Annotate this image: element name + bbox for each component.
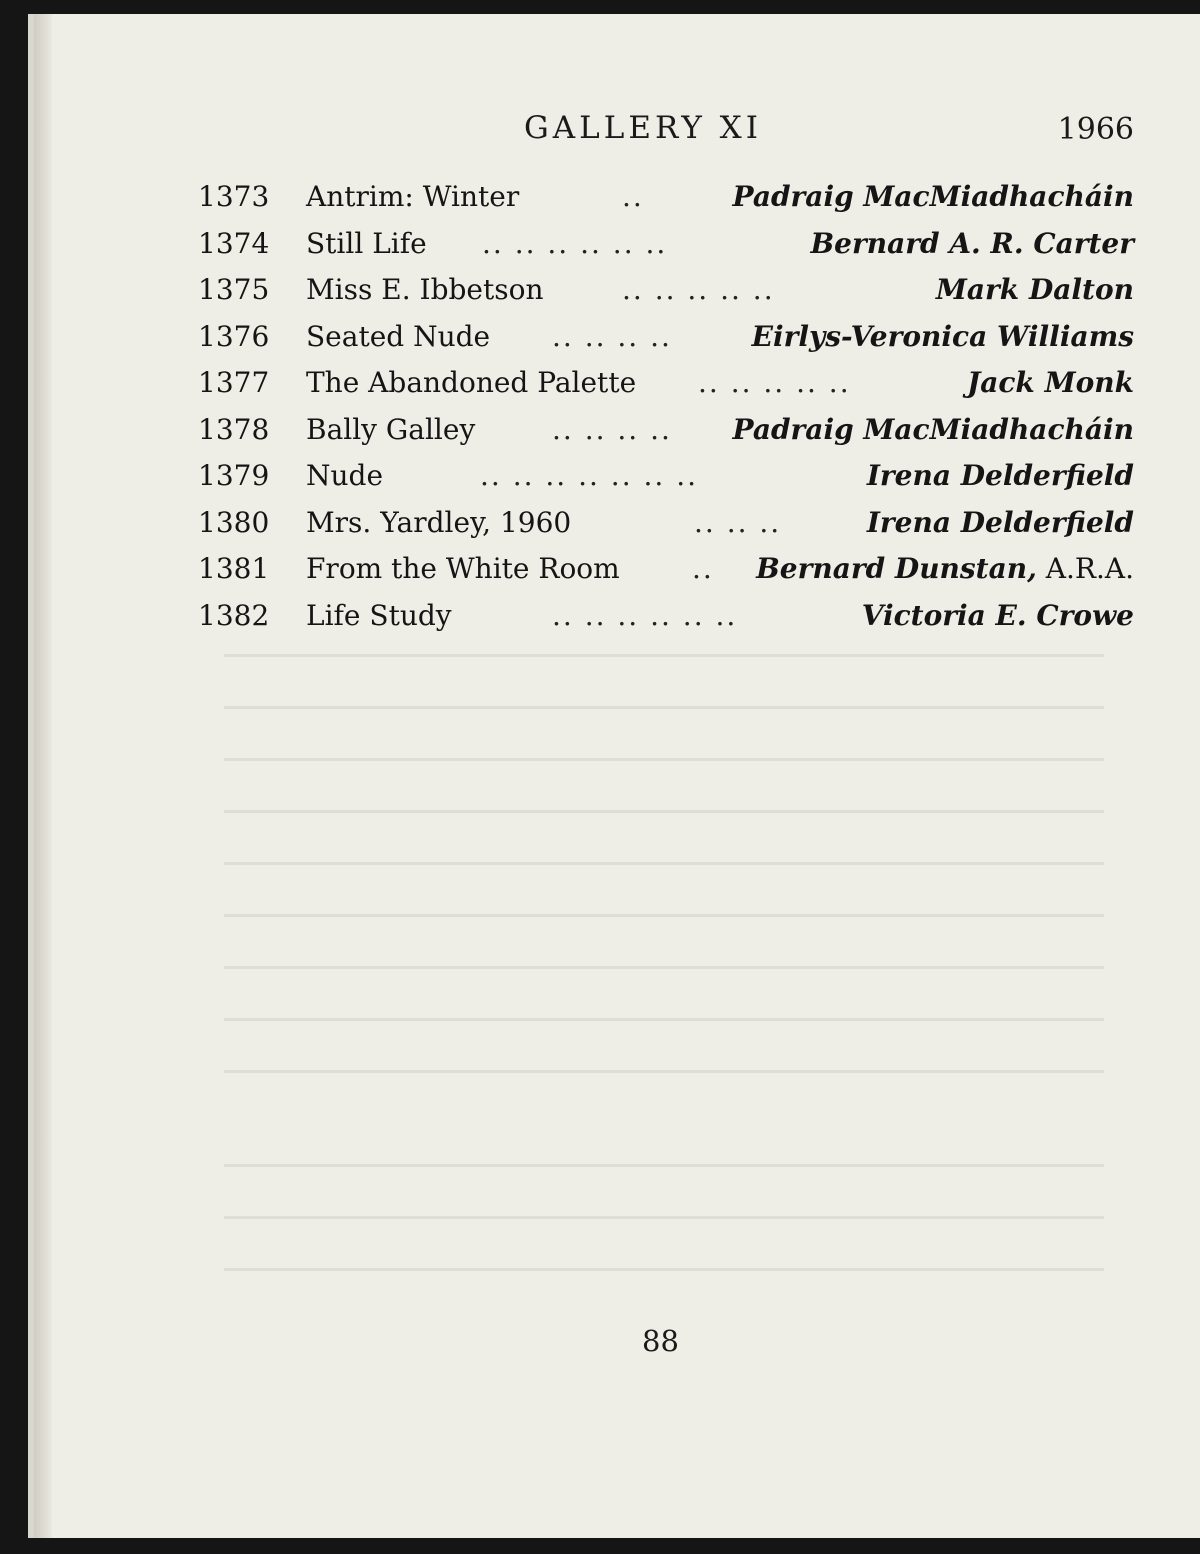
catalogue-entry (198, 593, 1134, 640)
entry-artist (752, 314, 1134, 361)
artist-name: Irena Delderfield (866, 505, 1134, 539)
entry-number: 1380 (198, 505, 270, 539)
entry-artist (936, 267, 1134, 314)
entry-number: 1379 (198, 459, 270, 492)
entry-title: Antrim: Winter (306, 180, 520, 213)
entry-title: Seated Nude (306, 319, 491, 353)
entry-title: Still Life (306, 226, 427, 260)
entry-number: 1373 (198, 180, 270, 213)
catalogue-entries (198, 174, 1134, 639)
entry-artist (733, 174, 1134, 221)
entry-title: Life Study (306, 598, 452, 632)
catalogue-entry (198, 174, 1134, 221)
artist-name: Jack Monk (966, 366, 1134, 399)
artist-name: Padraig MacMiadhacháin (732, 412, 1134, 446)
entry-number: 1378 (198, 412, 270, 446)
entry-number: 1374 (198, 226, 270, 260)
entry-title: The Abandoned Palette (306, 366, 637, 399)
dot-leader: .. .. .. .. .. .. (552, 598, 738, 632)
dot-leader: .. .. .. .. .. (622, 273, 775, 306)
catalogue-year: 1966 (1057, 112, 1134, 147)
entry-artist (867, 453, 1134, 500)
dot-leader: .. .. .. .. .. .. (482, 226, 668, 260)
catalogue-entry (198, 500, 1134, 547)
entry-artist (867, 500, 1134, 547)
entry-title: Nude (306, 459, 384, 492)
entry-number: 1381 (198, 552, 270, 585)
page-edge (34, 14, 52, 1538)
catalogue-entry (198, 407, 1134, 454)
artist-name: Padraig MacMiadhacháin (732, 180, 1134, 213)
entry-number: 1382 (198, 598, 270, 632)
artist-name: Mark Dalton (935, 273, 1134, 306)
gallery-title: GALLERY XI (524, 110, 762, 146)
artist-suffix: A.R.A. (1036, 552, 1134, 585)
dot-leader: .. (622, 180, 644, 213)
dot-leader: .. .. .. (694, 505, 782, 539)
entry-artist (967, 360, 1134, 407)
artist-name: Eirlys-Veronica Williams (751, 319, 1134, 353)
entry-artist (756, 546, 1134, 593)
dot-leader: .. .. .. .. .. (698, 366, 851, 399)
entry-artist (811, 221, 1134, 268)
catalogue-entry (198, 221, 1134, 268)
artist-name: Bernard A. R. Carter (810, 226, 1134, 260)
artist-name: Bernard Dunstan, (756, 552, 1037, 585)
entry-title: Mrs. Yardley, 1960 (306, 505, 572, 539)
book-page (28, 14, 1200, 1538)
entry-number: 1376 (198, 319, 270, 353)
catalogue-entry (198, 267, 1134, 314)
dot-leader: .. .. .. .. (552, 412, 672, 446)
catalogue-entry (198, 546, 1134, 593)
page-header (34, 110, 1200, 158)
entry-title: From the White Room (306, 552, 620, 585)
entry-title: Miss E. Ibbetson (306, 273, 544, 306)
catalogue-entry (198, 360, 1134, 407)
entry-artist (862, 593, 1134, 640)
entry-number: 1377 (198, 366, 270, 399)
catalogue-entry (198, 453, 1134, 500)
dot-leader: .. .. .. .. (552, 319, 672, 353)
catalogue-entry (198, 314, 1134, 361)
entry-artist (733, 407, 1134, 454)
dot-leader: .. (692, 552, 714, 585)
page-number: 88 (642, 1324, 679, 1358)
entry-number: 1375 (198, 273, 270, 306)
entry-title: Bally Galley (306, 412, 476, 446)
dot-leader: .. .. .. .. .. .. .. (480, 459, 699, 492)
artist-name: Irena Delderfield (866, 459, 1134, 492)
artist-name: Victoria E. Crowe (861, 598, 1134, 632)
